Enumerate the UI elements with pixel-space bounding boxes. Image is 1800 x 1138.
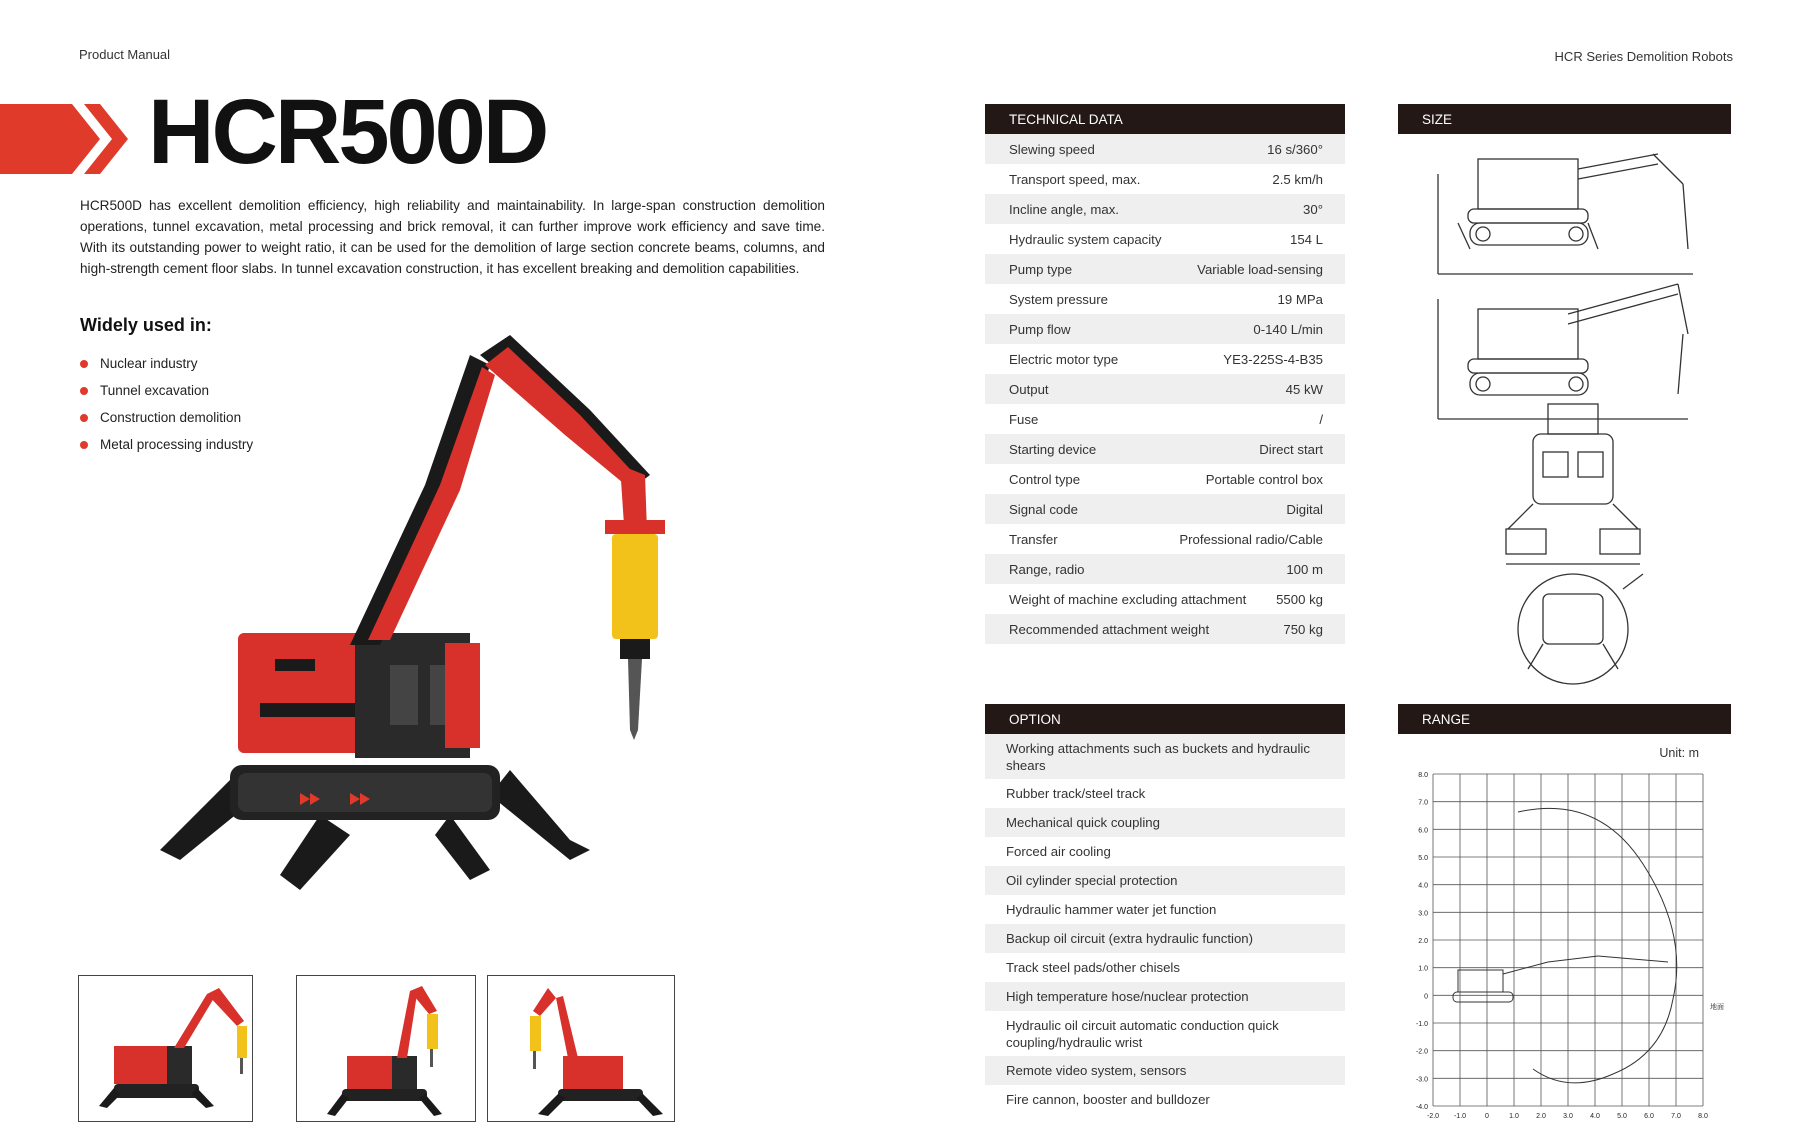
list-item: Backup oil circuit (extra hydraulic function) bbox=[985, 924, 1345, 953]
list-item: Remote video system, sensors bbox=[985, 1056, 1345, 1085]
list-item: Rubber track/steel track bbox=[1006, 786, 1146, 801]
x-tick: 7.0 bbox=[1671, 1113, 1681, 1120]
table-row: Pump flow 0-140 L/min bbox=[985, 314, 1345, 344]
y-tick: 4.0 bbox=[1418, 882, 1428, 890]
bullet-icon bbox=[80, 441, 88, 449]
size-drawings bbox=[1398, 134, 1731, 694]
robot-hero-image bbox=[150, 315, 750, 905]
table-row: Weight of machine excluding attachment 5500 kg bbox=[1009, 591, 1323, 607]
bullet-icon bbox=[80, 387, 88, 395]
table-row: Fuse / bbox=[1009, 411, 1323, 427]
ground-label: 地面 bbox=[1710, 1004, 1724, 1011]
table-row: System pressure 19 MPa bbox=[1009, 291, 1323, 307]
front-view-drawing bbox=[1506, 404, 1640, 564]
range-title: RANGE bbox=[1398, 704, 1731, 734]
product-description: HCR500D has excellent demolition efficiency, high reliability and maintainability. In large-span construction demolition operations, tunnel excavation, metal processing and brick removal, it can further improve work efficiency and save time. With its outstanding power to weight ratio, it can be used for the demolition of large section concrete beams, columns, and high-strength cement floor slabs. In tunnel excavation construction, it has excellent breaking and demolition capabilities. bbox=[80, 198, 825, 276]
table-row: Control type Portable control box bbox=[1009, 471, 1323, 487]
robot-thumbnail-icon bbox=[297, 976, 475, 1121]
thumbnail-rear-view[interactable] bbox=[487, 975, 675, 1122]
list-item: Forced air cooling bbox=[1006, 844, 1111, 859]
x-tick: 3.0 bbox=[1563, 1113, 1573, 1120]
header-right-title: HCR Series Demolition Robots bbox=[1554, 49, 1733, 64]
list-item: Working attachments such as buckets and hydraulic shears bbox=[985, 734, 1345, 779]
header-left-title: Product Manual bbox=[79, 47, 171, 62]
list-item: High temperature hose/nuclear protection bbox=[985, 982, 1345, 1011]
turning-circle-drawing bbox=[1518, 574, 1643, 684]
robot-thumbnail-icon bbox=[79, 976, 252, 1121]
list-item: Nuclear industry bbox=[80, 350, 253, 377]
y-tick: -3.0 bbox=[1415, 1076, 1428, 1084]
y-tick: 0 bbox=[1424, 993, 1428, 1001]
table-row: Hydraulic system capacity 154 L bbox=[1009, 231, 1323, 247]
thumbnail-side-view[interactable] bbox=[78, 975, 253, 1122]
model-title: HCR500D bbox=[148, 81, 547, 183]
table-row: Transport speed, max. 2.5 km/h bbox=[1009, 171, 1323, 187]
list-item: Track steel pads/other chisels bbox=[1006, 960, 1180, 975]
x-tick: 5.0 bbox=[1617, 1113, 1627, 1120]
y-tick: -1.0 bbox=[1415, 1021, 1428, 1028]
y-tick: 1.0 bbox=[1418, 965, 1428, 973]
y-tick: 7.0 bbox=[1418, 799, 1428, 807]
option-panel bbox=[985, 704, 1345, 1114]
x-tick: 1.0 bbox=[1509, 1113, 1519, 1120]
x-tick: -1.0 bbox=[1453, 1113, 1467, 1120]
list-item: Hydraulic hammer water jet function bbox=[1006, 902, 1217, 917]
technical-data-table bbox=[985, 134, 1345, 644]
widely-used-title: Widely used in: bbox=[80, 315, 212, 335]
x-tick: 8.0 bbox=[1698, 1113, 1708, 1120]
range-panel bbox=[1398, 704, 1731, 1120]
table-row: Recommended attachment weight 750 kg bbox=[985, 614, 1345, 644]
y-tick: 5.0 bbox=[1418, 855, 1428, 862]
list-item: Hydraulic oil circuit automatic conduction quick coupling/hydraulic wrist bbox=[1006, 1017, 1279, 1050]
y-tick: 2.0 bbox=[1418, 938, 1428, 945]
table-row: Signal code Digital bbox=[985, 494, 1345, 524]
option-title: OPTION bbox=[985, 704, 1345, 734]
list-item: Construction demolition bbox=[80, 404, 253, 431]
list-item: Metal processing industry bbox=[80, 431, 253, 458]
range-unit-label: Unit: m bbox=[1659, 746, 1699, 760]
option-list bbox=[985, 734, 1345, 1114]
robot-thumbnail-icon bbox=[488, 976, 674, 1121]
table-row: Transfer Professional radio/Cable bbox=[1009, 531, 1323, 547]
y-tick: 6.0 bbox=[1418, 827, 1428, 835]
list-item: Mechanical quick coupling bbox=[985, 808, 1345, 837]
bullet-icon bbox=[80, 360, 88, 368]
reach-envelope-lower bbox=[1533, 1069, 1613, 1083]
table-row: Incline angle, max. 30° bbox=[985, 194, 1345, 224]
y-tick: -2.0 bbox=[1415, 1048, 1428, 1056]
bullet-icon bbox=[80, 414, 88, 422]
x-tick: 0 bbox=[1485, 1113, 1489, 1120]
x-tick: 6.0 bbox=[1644, 1113, 1654, 1120]
list-item: Tunnel excavation bbox=[80, 377, 253, 404]
size-title: SIZE bbox=[1398, 104, 1731, 134]
technical-data-panel bbox=[985, 104, 1345, 644]
table-row: Output 45 kW bbox=[985, 374, 1345, 404]
y-tick: 8.0 bbox=[1418, 772, 1428, 779]
x-tick: 4.0 bbox=[1590, 1113, 1600, 1120]
range-diagram bbox=[1398, 734, 1731, 1134]
range-grid bbox=[1433, 774, 1703, 1106]
size-panel bbox=[1398, 104, 1731, 699]
x-tick: 2.0 bbox=[1536, 1113, 1546, 1120]
technical-data-title: TECHNICAL DATA bbox=[985, 104, 1345, 134]
reach-envelope bbox=[1518, 808, 1677, 1074]
x-tick: -2.0 bbox=[1426, 1113, 1440, 1120]
list-item: Oil cylinder special protection bbox=[985, 866, 1345, 895]
thumbnail-front-view[interactable] bbox=[296, 975, 476, 1122]
table-row: Range, radio 100 m bbox=[985, 554, 1345, 584]
brand-chevron-band bbox=[0, 104, 128, 174]
y-tick: -4.0 bbox=[1415, 1104, 1428, 1111]
extended-view-drawing bbox=[1438, 284, 1688, 419]
table-row: Electric motor type YE3-225S-4-B35 bbox=[1009, 351, 1323, 367]
table-row: Pump type Variable load-sensing bbox=[985, 254, 1345, 284]
side-view-drawing bbox=[1438, 154, 1693, 274]
table-row: Slewing speed 16 s/360° bbox=[985, 134, 1345, 164]
y-tick: 3.0 bbox=[1418, 910, 1428, 918]
list-item: Fire cannon, booster and bulldozer bbox=[1006, 1092, 1210, 1107]
table-row: Starting device Direct start bbox=[985, 434, 1345, 464]
